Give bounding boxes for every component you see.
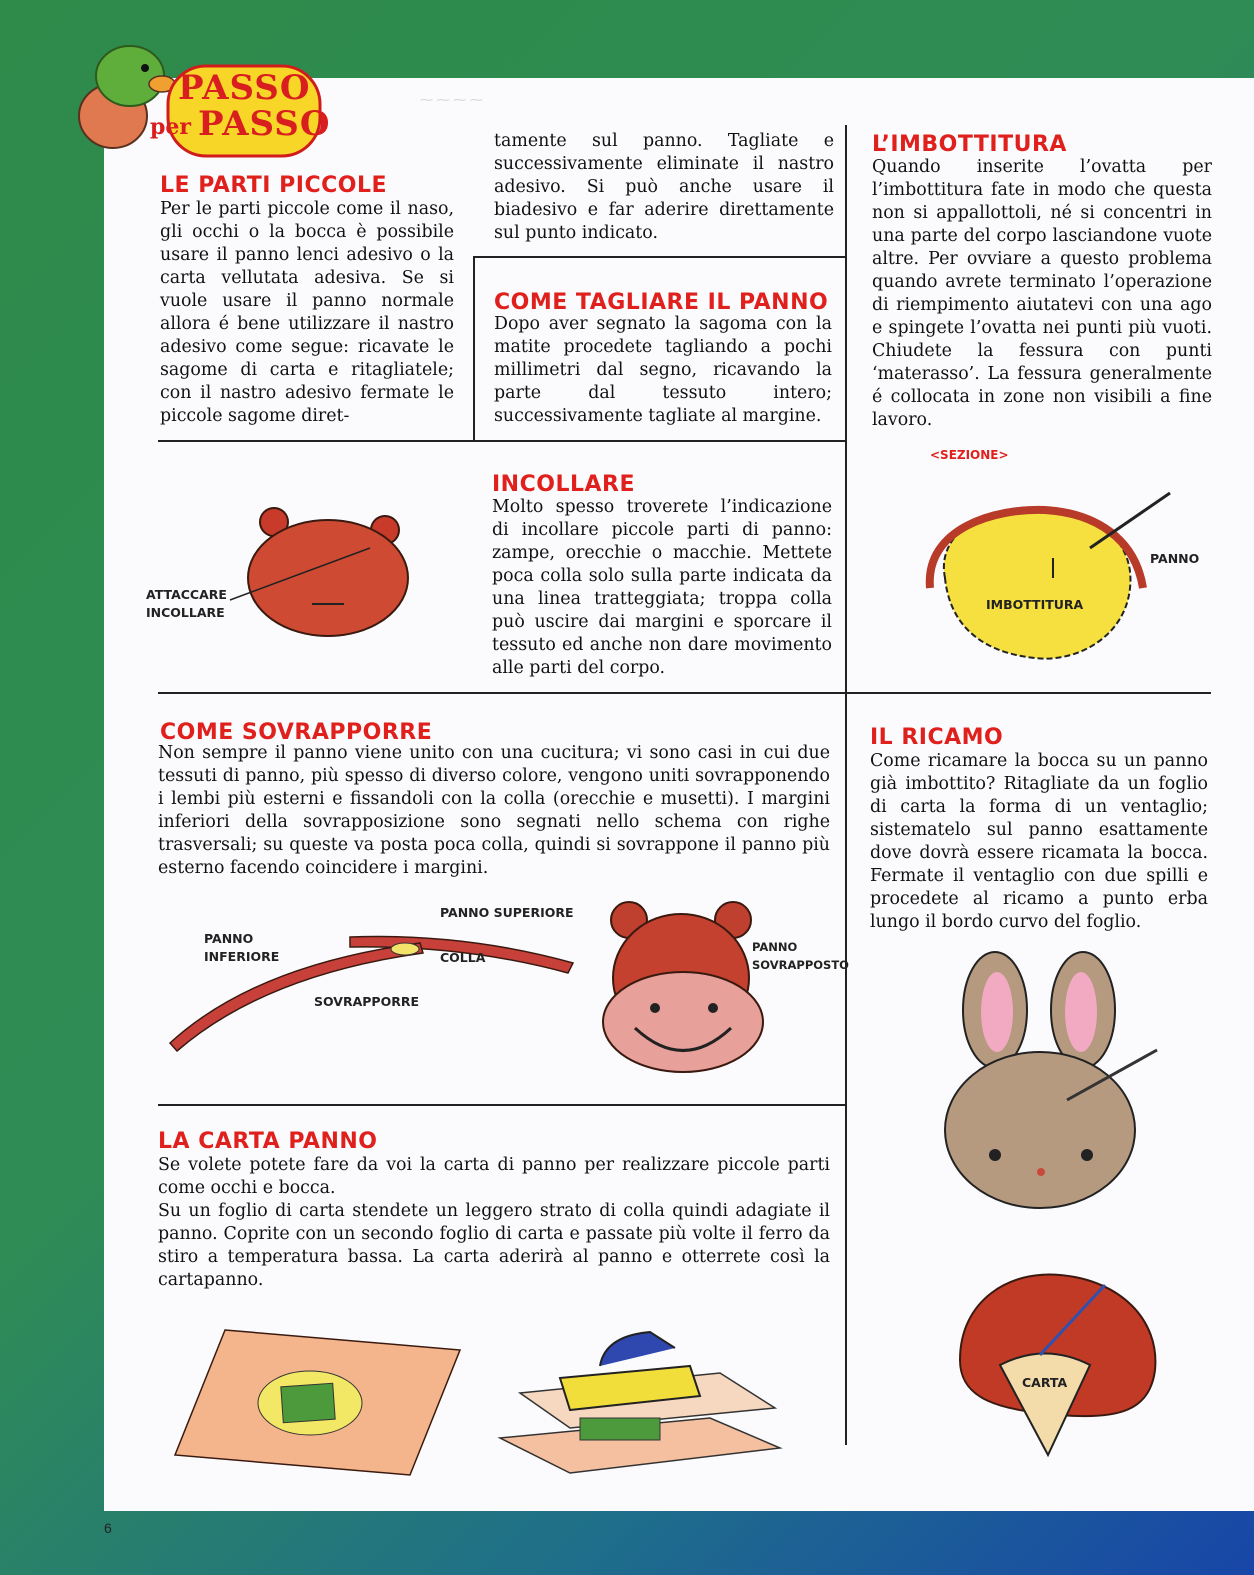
text-incollare: Molto spesso troverete l’indicazione di incollare piccole parti di panno: zampe, orecchie o macchie. Mettete poca colla solo sulla parte indicata da una linea tratteggiata; troppa colla può uscire dai margini e sporcare il tessuto ed anche non dare movimento alle parti del corpo. — [492, 497, 832, 678]
text-ricamo: Come ricamare la bocca su un panno già imbottito? Ritagliate da un foglio di carta la forma di un ventaglio; sistematelo sul panno esattamente dove dovrà essere ricamata la bocca. Fermate il ventaglio con due spilli e procedete al ricamo a punto erba lungo il bordo curvo del foglio. — [870, 751, 1208, 932]
label-sovrapporre: SOVRAPPORRE — [314, 994, 420, 1009]
logo-text-passo: PASSO — [178, 68, 311, 108]
text-imbottitura: Quando inserite l’ovatta per l’imbottitura fate in modo che questa non si appallottoli, né si concentri in una parte del corpo lasciandone vuote altre. Per ovviare a questo problema quando avrete terminato l’operazione di riempimento aiutatevi con una ago e spingete l’ovatta nei punti più vuoti. Chiudete la fessura con punti ‘materasso’. La fessura generalmente é collocata in zone non visibili a fine lavoro. — [872, 157, 1212, 430]
divider-tagliare-top — [473, 256, 845, 258]
logo-text-per: per — [150, 114, 191, 140]
logo-text-passo-2: PASSO — [198, 104, 331, 144]
heading-ricamo: IL RICAMO — [870, 725, 1004, 750]
felt-head-illustration — [240, 500, 420, 640]
label-panno-inferiore-1: PANNO — [204, 931, 254, 946]
label-sezione: <SEZIONE> — [930, 448, 1009, 462]
column-divider-right — [845, 125, 847, 1445]
text-carta-panno: Se volete potete fare da voi la carta di panno per realizzare piccole parti come occhi e bocca. Su un foglio di carta stendete un leggero strato di colla quindi adagiate il panno. Coprite con un secondo foglio di carta e passate più volte il ferro da stiro a temperatura bassa. La carta aderirà al panno e otterrete così la cartapanno. — [158, 1155, 830, 1290]
red-head-carta-illustration — [950, 1270, 1170, 1460]
label-panno-sovrapposto-1: PANNO — [752, 940, 798, 954]
text-tagliare: Dopo aver segnato la sagoma con la matite procedete tagliando a pochi millimetri dal segno, ricavando la parte dal tessuto intero; successivamente tagliate al margine. — [494, 314, 832, 426]
label-colla: COLLA — [440, 950, 486, 965]
label-panno-superiore: PANNO SUPERIORE — [440, 905, 574, 920]
page-number: 6 — [104, 1520, 112, 1536]
divider-row3 — [158, 1104, 845, 1106]
text-parti-piccole-cont: tamente sul panno. Tagliate e successivamente eliminate il nastro adesivo. Si può anche usare il biadesivo e far aderire direttamente sul punto indicato. — [494, 131, 834, 243]
heading-incollare: INCOLLARE — [492, 472, 635, 497]
column-divider-left — [473, 256, 475, 442]
text-sovrapporre: Non sempre il panno viene unito con una cucitura; vi sono casi in cui due tessuti di panno, più spesso di diverso colore, vengono uniti sovrapponendo i lembi più esterni e fissandoli con la colla (orecchie e musetti). I margini inferiori della sovrapposizione sono segnati nello schema con righe trasversali; su queste va posta poca colla, quindi si sovrappone il panno più esterno facendo coincidere i margini. — [158, 743, 830, 878]
label-carta: CARTA — [1022, 1375, 1068, 1390]
label-panno-section: PANNO — [1150, 551, 1200, 566]
bunny-head-illustration — [935, 950, 1165, 1210]
divider-row1 — [158, 440, 845, 442]
label-incollare: INCOLLARE — [146, 605, 225, 620]
heading-carta-panno: LA CARTA PANNO — [158, 1129, 378, 1154]
divider-row2 — [158, 692, 1211, 694]
heading-imbottitura: L’IMBOTTITURA — [872, 132, 1067, 157]
text-parti-piccole: Per le parti piccole come il naso, gli occhi o la bocca è possibile usare il panno lenci adesivo o la carta vellutata adesiva. Se si vuole usare il panno normale allora é bene utilizzare il nastro adesivo come segue: ricavate le sagome di carta e ritagliatele; con il nastro adesivo fermate le piccole sagome diret- — [160, 199, 454, 426]
hippo-head-illustration — [595, 898, 775, 1078]
ironing-illustration — [480, 1318, 810, 1488]
label-panno-inferiore-2: INFERIORE — [204, 949, 280, 964]
ghost-text: ⁓ ⁓ ⁓ ⁓ — [420, 92, 483, 107]
paper-felt-illustration — [170, 1325, 460, 1480]
heading-tagliare: COME TAGLIARE IL PANNO — [494, 290, 829, 315]
label-attaccare: ATTACCARE — [146, 587, 227, 602]
label-panno-sovrapposto-2: SOVRAPPOSTO — [752, 958, 849, 972]
heading-parti-piccole: LE PARTI PICCOLE — [160, 173, 387, 198]
heading-sovrapporre: COME SOVRAPPORRE — [160, 720, 433, 745]
label-imbottitura: IMBOTTITURA — [986, 597, 1084, 612]
stuffing-section-illustration — [925, 488, 1175, 673]
